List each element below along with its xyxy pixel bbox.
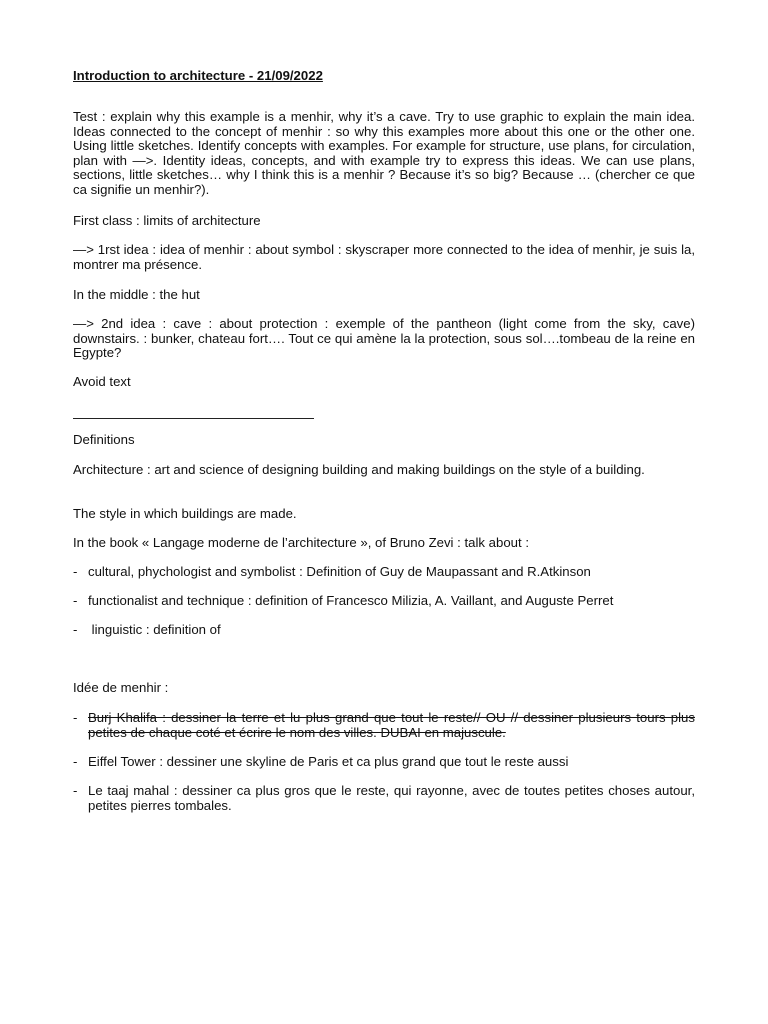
idea-menhir-paragraph: —> 1rst idea : idea of menhir : about symbol : skyscraper more connected to the idea of menhir, je suis la, montrer ma présence. <box>73 242 695 272</box>
bullet-dash: - <box>73 622 78 637</box>
bullet-dash: - <box>73 564 78 579</box>
definitions-heading: Definitions <box>73 432 135 447</box>
list-item <box>73 711 695 741</box>
bullet-dash: - <box>73 593 78 608</box>
book-intro: In the book « Langage moderne de l’architecture », of Bruno Zevi : talk about : <box>73 535 529 550</box>
first-class-line: First class : limits of architecture <box>73 213 261 228</box>
bullet-dash: - <box>73 710 78 725</box>
list-item-text: cultural, phychologist and symbolist : Definition of Guy de Maupassant and R.Atkinson <box>88 564 591 579</box>
list-item-text: functionalist and technique : definition of Francesco Milizia, A. Vaillant, and Auguste Perret <box>88 593 614 608</box>
style-definition: The style in which buildings are made. <box>73 506 297 521</box>
list-item-text: Le taaj mahal : dessiner ca plus gros que le reste, qui rayonne, avec de toutes petites choses autour, petites pierres tombales. <box>88 783 695 813</box>
list-item-text: Eiffel Tower : dessiner une skyline de Paris et ca plus grand que tout le reste aussi <box>88 754 569 769</box>
list-item-text: linguistic : definition of <box>88 622 221 637</box>
list-item-text-struck: Burj Khalifa : dessiner la terre et lu plus grand que tout le reste// OU // dessiner plusieurs tours plus petites de chaque coté et écrire le nom des villes. DUBAI en majuscule. <box>88 710 695 740</box>
idea-cave-paragraph: —> 2nd idea : cave : about protection : exemple of the pantheon (light come from the sky, cave) downstairs. : bunker, chateau fort…. Tout ce qui amène la la protection, sous sol….tombeau de la reine en Egypte? <box>73 316 695 361</box>
architecture-definition: Architecture : art and science of designing building and making buildings on the style of a building. <box>73 462 645 477</box>
section-divider <box>73 418 314 419</box>
menhir-heading: Idée de menhir : <box>73 680 169 695</box>
document-title: Introduction to architecture - 21/09/2022 <box>73 68 323 83</box>
avoid-text-line: Avoid text <box>73 374 131 389</box>
intro-paragraph: Test : explain why this example is a menhir, why it’s a cave. Try to use graphic to explain the main idea. Ideas connected to the concept of menhir : so why this examples more about this one or the other one. Using little sketches. Identify concepts with examples. For example for structure, use plans, for circulation, plan with —>. Identity ideas, concepts, and with example try to express this ideas. We can use plans, sections, little sketches… why I think this is a menhir ? Because it’s so big? Because … (chercher ce que ca signifie un menhir?). <box>73 109 695 197</box>
middle-hut-line: In the middle : the hut <box>73 287 200 302</box>
bullet-dash: - <box>73 754 78 769</box>
bullet-dash: - <box>73 783 78 798</box>
